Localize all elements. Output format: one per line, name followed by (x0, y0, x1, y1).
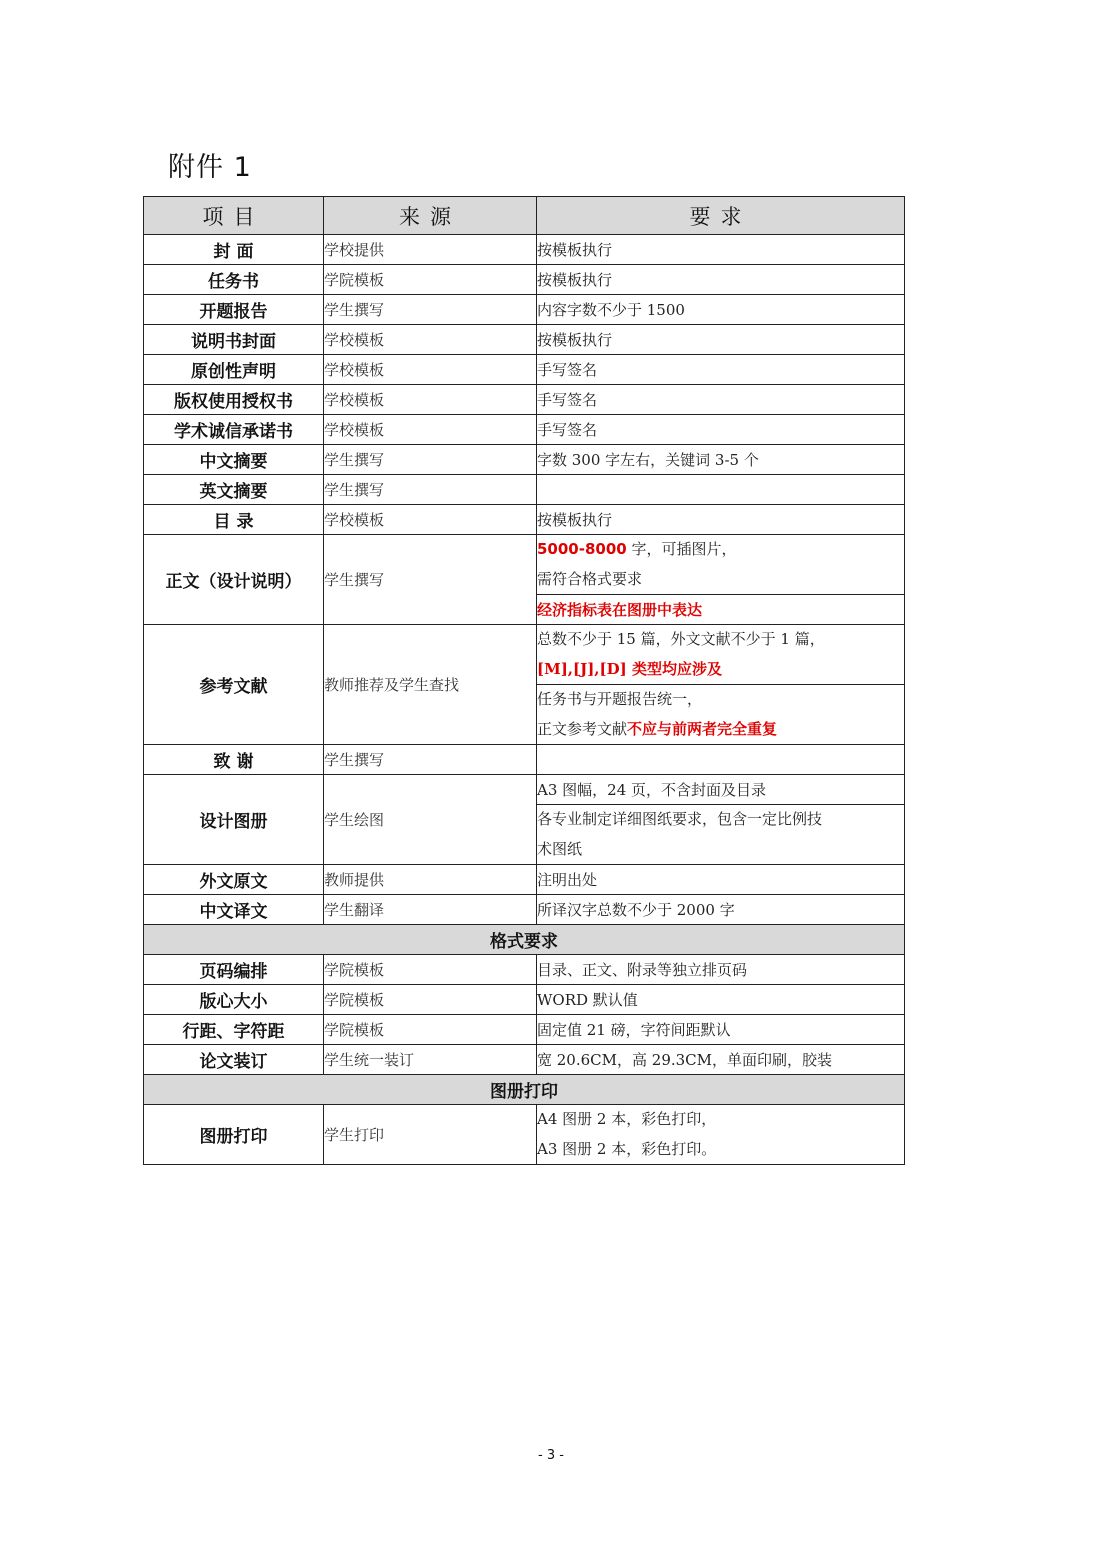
row-requirement: WORD 默认值 (537, 985, 905, 1015)
row-item: 论文装订 (144, 1045, 324, 1075)
row-item: 目 录 (144, 505, 324, 535)
row-item: 外文原文 (144, 865, 324, 895)
row-source: 教师提供 (324, 865, 537, 895)
row-item: 任务书 (144, 265, 324, 295)
row-source: 学生撰写 (324, 295, 537, 325)
row-item: 中文摘要 (144, 445, 324, 475)
row-source: 学校模板 (324, 385, 537, 415)
row-requirement: 字数 300 字左右，关键词 3-5 个 (537, 445, 905, 475)
row-source: 学校模板 (324, 355, 537, 385)
row-source: 学院模板 (324, 265, 537, 295)
section-header-print (144, 1075, 905, 1105)
row-requirement: 按模板执行 (537, 265, 905, 295)
row-requirement: 固定值 21 磅，字符间距默认 (537, 1015, 905, 1045)
row-source: 教师推荐及学生查找 (324, 625, 537, 745)
row-source: 学校模板 (324, 415, 537, 445)
table-row (144, 445, 905, 475)
row-source: 学院模板 (324, 1015, 537, 1045)
row-requirement: A3 图幅，24 页，不含封面及目录 (537, 775, 905, 805)
row-source: 学生撰写 (324, 745, 537, 775)
red-emphasis: 5000-8000 (537, 540, 627, 558)
table-row (144, 1015, 905, 1045)
row-source: 学生统一装订 (324, 1045, 537, 1075)
row-item: 原创性声明 (144, 355, 324, 385)
row-requirement (537, 475, 905, 505)
row-item: 正文（设计说明） (144, 535, 324, 625)
row-requirement (537, 535, 905, 595)
row-requirement: 目录、正文、附录等独立排页码 (537, 955, 905, 985)
row-requirement: 按模板执行 (537, 235, 905, 265)
req-text: 各专业制定详细图纸要求，包含一定比例技 (537, 810, 823, 828)
row-source: 学生撰写 (324, 535, 537, 625)
table-row (144, 355, 905, 385)
table-row (144, 955, 905, 985)
row-source: 学生打印 (324, 1105, 537, 1165)
row-requirement: 手写签名 (537, 385, 905, 415)
table-row (144, 385, 905, 415)
row-item: 参考文献 (144, 625, 324, 745)
row-item: 版心大小 (144, 985, 324, 1015)
row-requirement: 手写签名 (537, 355, 905, 385)
table-row-references (144, 625, 905, 685)
req-text: 正文参考文献 (537, 719, 628, 738)
row-item: 行距、字符距 (144, 1015, 324, 1045)
row-requirement: 手写签名 (537, 415, 905, 445)
row-item: 图册打印 (144, 1105, 324, 1165)
table-row (144, 985, 905, 1015)
row-item: 页码编排 (144, 955, 324, 985)
row-item: 中文译文 (144, 895, 324, 925)
red-emphasis: 不应与前两者完全重复 (627, 719, 778, 738)
table-row (144, 295, 905, 325)
table-row (144, 415, 905, 445)
table-row (144, 895, 905, 925)
row-item: 版权使用授权书 (144, 385, 324, 415)
row-requirement (537, 805, 905, 865)
row-requirement (537, 595, 905, 625)
row-source: 学生撰写 (324, 475, 537, 505)
row-item: 设计图册 (144, 775, 324, 865)
row-source: 学院模板 (324, 985, 537, 1015)
table-row (144, 505, 905, 535)
row-requirement (537, 625, 905, 685)
table-row (144, 865, 905, 895)
row-requirement: 内容字数不少于 1500 (537, 295, 905, 325)
table-header (144, 197, 905, 235)
table-row (144, 1045, 905, 1075)
table-row-body-text (144, 535, 905, 595)
row-source: 学校模板 (324, 325, 537, 355)
row-requirement: 注明出处 (537, 865, 905, 895)
table-row-drawings (144, 775, 905, 805)
row-requirement (537, 685, 905, 745)
row-source: 学校提供 (324, 235, 537, 265)
row-source: 学生绘图 (324, 775, 537, 865)
row-item: 英文摘要 (144, 475, 324, 505)
req-text: 任务书与开题报告统一， (537, 690, 703, 708)
row-source: 学校模板 (324, 505, 537, 535)
req-text: 字，可插图片， (631, 540, 737, 558)
req-text: 术图纸 (537, 839, 583, 858)
header-requirement: 要求 (537, 197, 905, 235)
requirements-table (143, 196, 905, 1165)
row-item: 致 谢 (144, 745, 324, 775)
row-requirement: 按模板执行 (537, 325, 905, 355)
table-row (144, 265, 905, 295)
req-text: A4 图册 2 本，彩色打印， (537, 1110, 717, 1128)
row-item: 开题报告 (144, 295, 324, 325)
table-row (144, 475, 905, 505)
req-text: 总数不少于 15 篇，外文文献不少于 1 篇， (537, 630, 825, 648)
req-text: A3 图册 2 本，彩色打印。 (537, 1139, 717, 1158)
row-requirement: 按模板执行 (537, 505, 905, 535)
header-item: 项目 (144, 197, 324, 235)
table-row (144, 745, 905, 775)
red-emphasis: [M],[J],[D] 类型均应涉及 (537, 659, 722, 678)
row-source: 学生翻译 (324, 895, 537, 925)
page-number: - 3 - (538, 1448, 564, 1463)
red-emphasis: 经济指标表在图册中表达 (537, 601, 703, 619)
row-item: 封 面 (144, 235, 324, 265)
req-text: 需符合格式要求 (537, 569, 643, 588)
row-requirement: 所译汉字总数不少于 2000 字 (537, 895, 905, 925)
table-row-print (144, 1105, 905, 1165)
row-item: 学术诚信承诺书 (144, 415, 324, 445)
section-title: 图册打印 (144, 1075, 905, 1105)
row-requirement (537, 745, 905, 775)
header-source: 来源 (324, 197, 537, 235)
section-header-format (144, 925, 905, 955)
row-requirement (537, 1105, 905, 1165)
row-source: 学院模板 (324, 955, 537, 985)
row-item: 说明书封面 (144, 325, 324, 355)
page-title: 附件 1 (168, 152, 252, 183)
section-title: 格式要求 (144, 925, 905, 955)
table-row (144, 235, 905, 265)
row-requirement: 宽 20.6CM，高 29.3CM，单面印刷，胶装 (537, 1045, 905, 1075)
row-source: 学生撰写 (324, 445, 537, 475)
table-row (144, 325, 905, 355)
